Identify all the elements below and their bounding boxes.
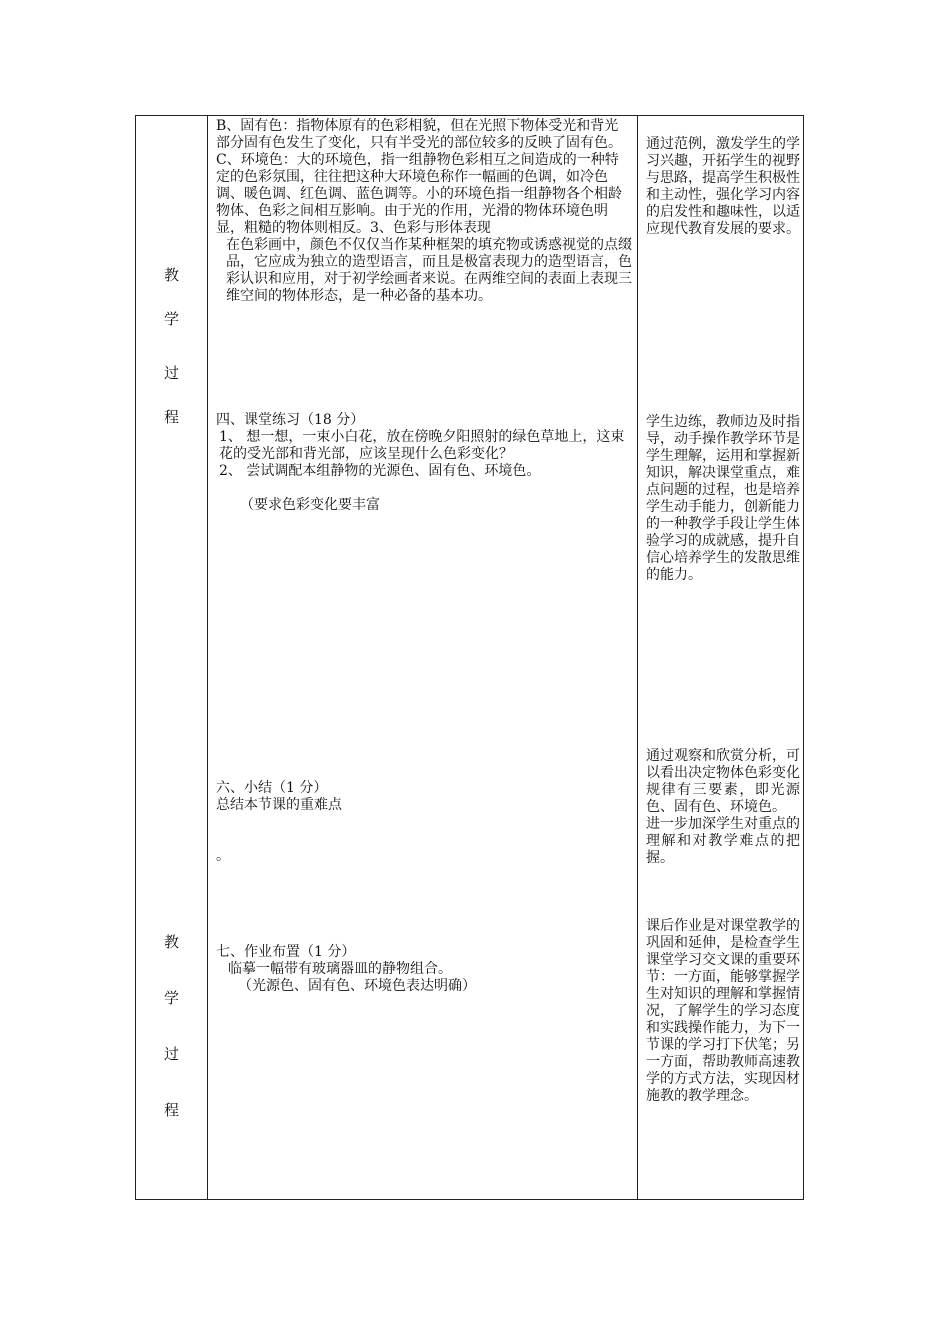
summary-heading: 六、小结（1 分） <box>216 780 328 796</box>
paragraph-environment-color: C、环境色：大的环境色，指一组静物色彩相互之间造成的一种特定的色彩氛围，往往把这种大环境色称作一幅画的色调，如冷色调、暖色调、红色调、蓝色调等。小的环境色指一组静物各个相龄物体、色彩之间相互影响。由于光的作用，光滑的物体环境色明显，粗糙的物体则相反。3、色彩与形体表现 <box>216 152 622 236</box>
side-char: 教 <box>163 933 179 951</box>
note-observation <box>646 748 800 867</box>
section-homework <box>216 944 632 995</box>
side-char: 学 <box>163 989 179 1007</box>
note-text: 通过观察和欣赏分析，可以看出决定物体色彩变化规律有三要素，即光源色、固有色、环境色。 <box>646 748 800 815</box>
exercise-requirement: （要求色彩变化要丰富 <box>240 497 380 513</box>
exercise-item-2: 2、 尝试调配本组静物的光源色、固有色、环境色。 <box>219 463 541 479</box>
side-char: 过 <box>163 1045 179 1063</box>
note-text: 通过范例，激发学生的学习兴趣，开拓学生的视野与思路，提高学生积极性和主动性，强化学习内容的启发性和趣味性，以适应现代教育发展的要求。 <box>646 136 800 237</box>
summary-text: 总结本节课的重难点 <box>216 797 342 813</box>
side-char: 程 <box>163 408 179 426</box>
note-examples <box>646 136 800 238</box>
homework-line-1: 临摹一幅带有玻璃器皿的静物组合。 <box>228 961 452 977</box>
homework-heading: 七、作业布置（1 分） <box>216 944 356 960</box>
note-text: 进一步加深学生对重点的理解和对教学难点的把握。 <box>646 816 800 866</box>
column-divider-right <box>637 116 638 1199</box>
side-char: 程 <box>163 1101 179 1119</box>
side-char: 教 <box>163 266 179 284</box>
side-char: 学 <box>163 310 179 328</box>
note-practice <box>646 414 800 584</box>
column-divider-left <box>207 116 208 1199</box>
side-label-top <box>136 253 207 439</box>
exercise-item-1: 1、 想一想，一束小白花，放在傍晚夕阳照射的绿色草地上，这束花的受光部和背光部，应该呈现什么色彩变化？ <box>219 429 625 462</box>
summary-dot: 。 <box>216 848 230 864</box>
note-homework <box>646 918 800 1105</box>
side-char: 过 <box>163 364 179 382</box>
paragraph-color-form: 在色彩画中，颜色不仅仅当作某种框架的填充物或诱惑视觉的点缀品，它应成为独立的造型语言，而且是极富表现力的造型语言，色彩认识和应用，对于初学绘画者来说。在两维空间的表面上表现三维空间的物体形态，是一种必备的基本功。 <box>226 237 632 304</box>
side-label-bottom <box>136 914 207 1138</box>
paragraph-fixed-color: B、固有色：指物体原有的色彩相貌，但在光照下物体受光和背光部分固有色发生了变化，只有半受光的部位较多的反映了固有色。 <box>216 118 622 151</box>
section-color-theory <box>216 118 632 305</box>
exercise-heading: 四、课堂练习（18 分） <box>216 412 365 428</box>
homework-line-2: （光源色、固有色、环境色表达明确） <box>238 978 476 994</box>
lesson-plan-table <box>135 115 804 1200</box>
note-text: 课后作业是对课堂教学的巩固和延伸，是检查学生课堂学习交文课的重要环节：一方面，能够掌握学生对知识的理解和掌握情况，了解学生的学习态度和实践操作能力，为下一节课的学习打下伏笔；另一方面，帮助教师高速教学的方式方法，实现因材施教的教学理念。 <box>646 918 800 1104</box>
note-text: 学生边练，教师边及时指导，动手操作教学环节是学生理解，运用和掌握新知识，解决课堂重点，难点问题的过程，也是培养学生动手能力，创新能力的一种教学手段让学生体验学习的成就感，提升自信心培养学生的发散思维的能力。 <box>646 414 800 583</box>
section-summary <box>216 780 632 865</box>
section-exercise <box>216 412 632 514</box>
